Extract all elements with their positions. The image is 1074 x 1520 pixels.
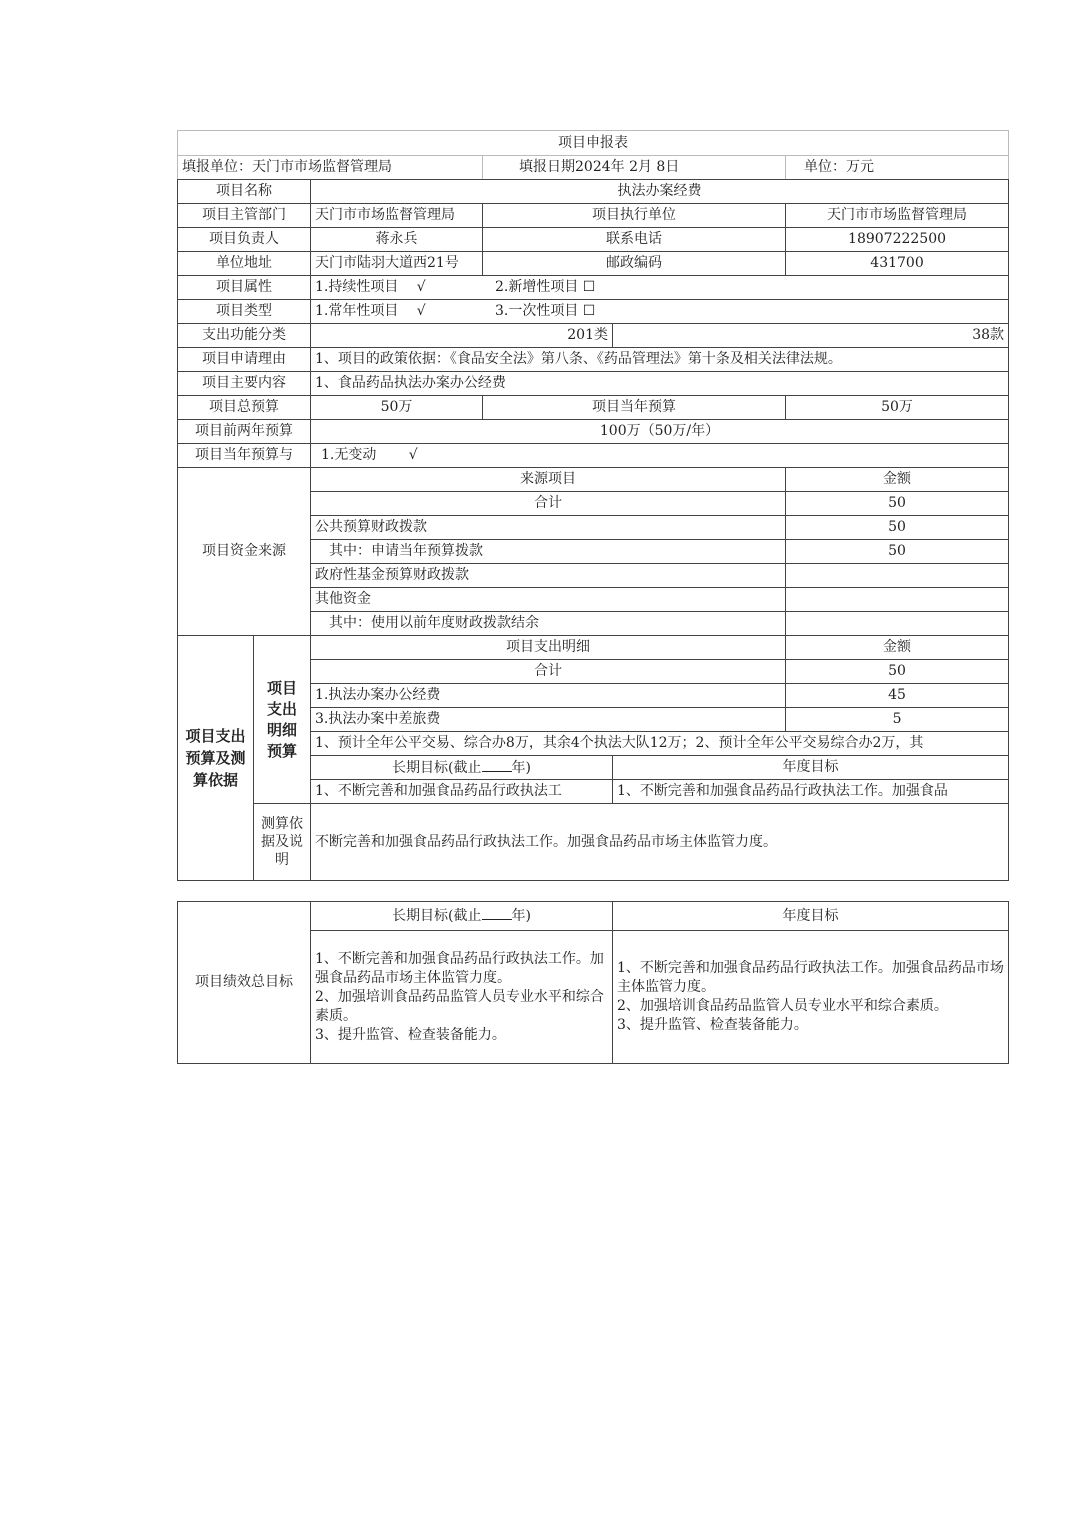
basis-label: 测算依据及说明 (254, 804, 311, 881)
expense-row-amount: 50 (786, 660, 1009, 684)
performance-label: 项目绩效总目标 (178, 902, 311, 1064)
expense-row-amount: 45 (786, 684, 1009, 708)
funding-row-name: 其他资金 (311, 588, 786, 612)
func-item: 38款 (613, 324, 1009, 348)
expense-year-goal-text: 1、不断完善和加强食品药品行政执法工作。加强食品 (613, 780, 1009, 804)
dept-label: 项目主管部门 (178, 204, 311, 228)
address-value: 天门市陆羽大道西21号 (311, 252, 483, 276)
reason-label: 项目申请理由 (178, 348, 311, 372)
expense-long-goal-header (311, 756, 613, 780)
change-value: 1.无变动 √ (311, 444, 1009, 468)
prev-budget-label: 项目前两年预算 (178, 420, 311, 444)
lead-label: 项目负责人 (178, 228, 311, 252)
total-budget-value: 50万 (311, 396, 483, 420)
phone-value: 18907222500 (786, 228, 1009, 252)
type-option-once: 3.一次性项目 ☐ (495, 303, 596, 319)
funding-row-amount (786, 564, 1009, 588)
funding-row-name: 公共预算财政拨款 (311, 516, 786, 540)
phone-label: 联系电话 (483, 228, 786, 252)
reason-value: 1、项目的政策依据：《食品安全法》第八条、《药品管理法》第十条及相关法律法规。 (311, 348, 1009, 372)
expense-row-name: 3.执法办案中差旅费 (311, 708, 786, 732)
attr-options (311, 276, 1009, 300)
attr-label: 项目属性 (178, 276, 311, 300)
performance-long-goal-header (311, 902, 613, 931)
currency-unit: 单位：万元 (786, 156, 1009, 180)
attr-option-new: 2.新增性项目 ☐ (495, 279, 596, 295)
zip-label: 邮政编码 (483, 252, 786, 276)
content-value: 1、食品药品执法办案办公经费 (311, 372, 1009, 396)
expense-row-name: 1.执法办案办公经费 (311, 684, 786, 708)
funding-row-name: 政府性基金预算财政拨款 (311, 564, 786, 588)
exec-label: 项目执行单位 (483, 204, 786, 228)
long-goal-prefix: 长期目标(截止 (392, 908, 482, 924)
current-budget-value: 50万 (786, 396, 1009, 420)
performance-year-goal-header: 年度目标 (613, 902, 1009, 931)
year-blank (482, 759, 512, 772)
form-title: 项目申报表 (178, 131, 1009, 156)
expense-col-amount: 金额 (786, 636, 1009, 660)
application-form (177, 130, 1008, 1064)
lead-value: 蒋永兵 (311, 228, 483, 252)
total-budget-label: 项目总预算 (178, 396, 311, 420)
funding-row-amount: 50 (786, 540, 1009, 564)
funding-row-amount (786, 588, 1009, 612)
performance-year-text: 1、不断完善和加强食品药品行政执法工作。加强食品药品市场主体监管力度。 2、加强培训食品药品监管人员专业水平和综合素质。 3、提升监管、检查装备能力。 (613, 931, 1009, 1064)
funding-row-amount: 50 (786, 516, 1009, 540)
expense-note: 1、预计全年公平交易、综合办8万，其余4个执法大队12万；2、预计全年公平交易综合办2万，其 (311, 732, 1009, 756)
year-blank (482, 907, 512, 920)
funding-row-name: 其中：使用以前年度财政拨款结余 (311, 612, 786, 636)
basis-text: 不断完善和加强食品药品行政执法工作。加强食品药品市场主体监管力度。 (311, 804, 1009, 881)
funding-row-name: 合计 (311, 492, 786, 516)
long-goal-prefix: 长期目标(截止 (392, 759, 482, 776)
expense-long-goal-text: 1、不断完善和加强食品药品行政执法工 (311, 780, 613, 804)
table-gap (177, 881, 1008, 901)
type-option-regular: 1.常年性项目 √ (315, 303, 426, 319)
address-label: 单位地址 (178, 252, 311, 276)
exec-value: 天门市市场监督管理局 (786, 204, 1009, 228)
change-label: 项目当年预算与 (178, 444, 311, 468)
project-name-label: 项目名称 (178, 180, 311, 204)
zip-value: 431700 (786, 252, 1009, 276)
func-label: 支出功能分类 (178, 324, 311, 348)
func-class: 201类 (311, 324, 613, 348)
dept-value: 天门市市场监督管理局 (311, 204, 483, 228)
type-options (311, 300, 1009, 324)
filing-date: 填报日期2024年 2月 8日 (483, 156, 786, 180)
content-label: 项目主要内容 (178, 372, 311, 396)
expense-inner-label: 项目支出明细预算 (254, 636, 311, 804)
funding-col-source: 来源项目 (311, 468, 786, 492)
expense-outer-label: 项目支出预算及测算依据 (178, 636, 254, 881)
expense-row-amount: 5 (786, 708, 1009, 732)
long-goal-suffix: 年) (511, 759, 531, 776)
funding-row-amount (786, 612, 1009, 636)
attr-option-continuing: 1.持续性项目 √ (315, 279, 426, 295)
current-budget-label: 项目当年预算 (483, 396, 786, 420)
funding-row-name: 其中：申请当年预算拨款 (311, 540, 786, 564)
filing-unit: 填报单位：天门市市场监督管理局 (178, 156, 483, 180)
project-name-value: 执法办案经费 (311, 180, 1009, 204)
expense-row-name: 合计 (311, 660, 786, 684)
expense-col-detail: 项目支出明细 (311, 636, 786, 660)
funding-row-amount: 50 (786, 492, 1009, 516)
long-goal-suffix: 年) (511, 908, 531, 924)
performance-table (177, 901, 1009, 1064)
expense-year-goal-header: 年度目标 (613, 756, 1009, 780)
main-table (177, 130, 1009, 881)
funding-label: 项目资金来源 (178, 468, 311, 636)
performance-long-text: 1、不断完善和加强食品药品行政执法工作。加强食品药品市场主体监管力度。 2、加强培训食品药品监管人员专业水平和综合素质。 3、提升监管、检查装备能力。 (311, 931, 613, 1064)
funding-col-amount: 金额 (786, 468, 1009, 492)
prev-budget-value: 100万（50万/年） (311, 420, 1009, 444)
type-label: 项目类型 (178, 300, 311, 324)
